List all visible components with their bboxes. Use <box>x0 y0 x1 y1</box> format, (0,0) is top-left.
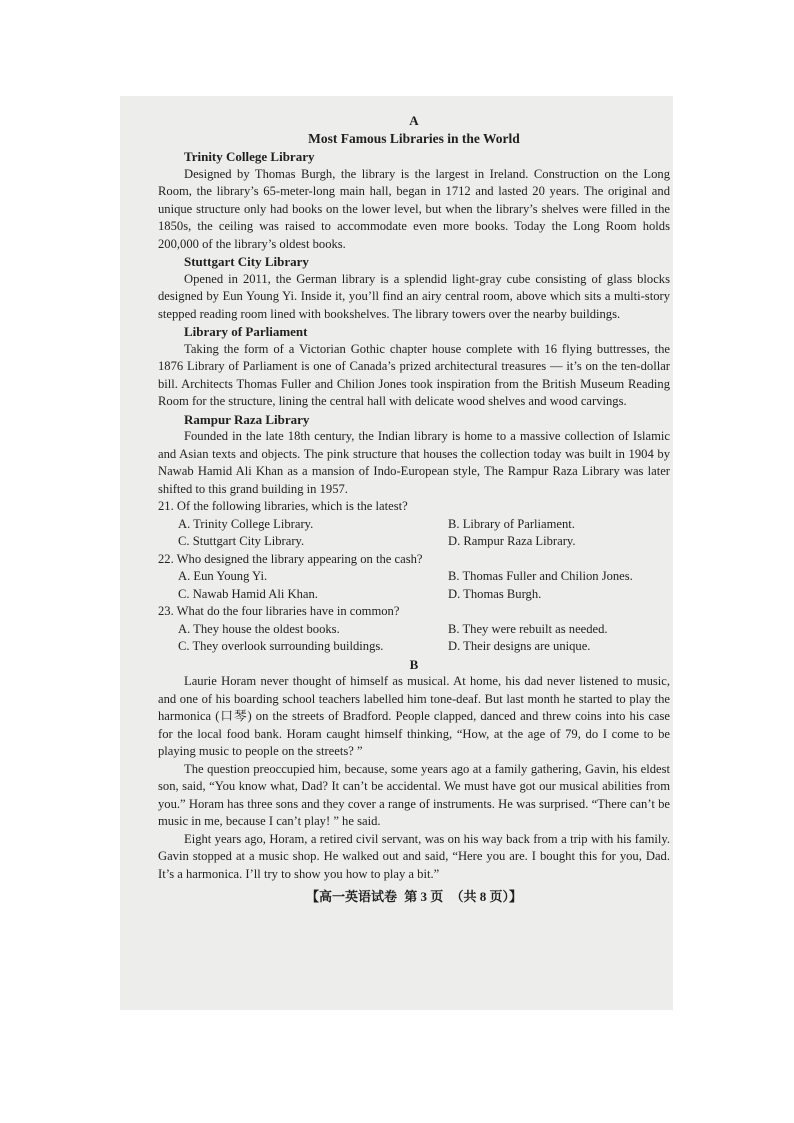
question-23-stem: 23. What do the four libraries have in common? <box>158 604 400 618</box>
library-heading: Trinity College Library <box>184 149 315 164</box>
library-paragraph: Founded in the late 18th century, the Indian library is home to a massive collection of Islamic and Asian texts and objects. The pink structure that houses the collection today was built in 1904 by Nawab Hamid Ali Khan as a mansion of Indo-European style, The Rampur Raza Library was later shifted to this grand building in 1957. <box>158 429 670 496</box>
option-d: D. Their designs are unique. <box>448 639 591 653</box>
option-c: C. Stuttgart City Library. <box>178 534 305 548</box>
question-22-stem: 22. Who designed the library appearing on the cash? <box>158 551 423 566</box>
option-b: B. Thomas Fuller and Chilion Jones. <box>448 569 633 583</box>
option-b: B. Library of Parliament. <box>448 516 575 531</box>
story-paragraph: The question preoccupied him, because, some years ago at a family gathering, Gavin, his eldest son, said, “You know what, Dad? It can’t be accidental. We must have got our musical abilities from you.” Horam has three sons and they cover a range of instruments. He was surprised. “There can’t be music in me, because I can’t play! ” he said. <box>158 761 670 828</box>
footer-page-number: 第 3 页 <box>404 889 444 904</box>
option-a: A. Trinity College Library. <box>178 516 314 531</box>
option-c: C. Nawab Hamid Ali Khan. <box>178 586 318 601</box>
option-a: A. They house the oldest books. <box>178 621 340 636</box>
library-heading: Rampur Raza Library <box>184 411 310 427</box>
question-21-options <box>158 516 670 551</box>
story-paragraph: Eight years ago, Horam, a retired civil servant, was on his way back from a trip with his family. Gavin stopped at a music shop. He walked out and said, “Here you are. I bought this for you, Dad. It’s a harmonica. I’ll try to show you how to play a bit.” <box>158 831 670 881</box>
passage-title: Most Famous Libraries in the World <box>308 130 520 146</box>
question-21-stem: 21. Of the following libraries, which is the latest? <box>158 499 408 513</box>
library-paragraph: Designed by Thomas Burgh, the library is the largest in Ireland. Construction on the Long Room, the library’s 65-meter-long main hall, began in 1712 and lasted 20 years. The original and unique structure only had books on the lower level, but when the library’s shelves were filled in the 1850s, the ceiling was raised to accommodate even more books. Today the Long Room holds 200,000 of the library’s oldest books. <box>158 166 670 251</box>
footer-page-total: （共 8 页）】 <box>450 889 523 904</box>
exam-page <box>158 112 670 906</box>
footer-exam-name: 【高一英语试卷 <box>305 889 397 904</box>
question-22-options <box>158 568 670 603</box>
library-paragraph: Opened in 2011, the German library is a splendid light-gray cube consisting of glass blocks designed by Eun Young Yi. Inside it, you’ll find an airy central room, above which sits a multi-story stepped reading room lined with bookshelves. The library towers over the nearby buildings. <box>158 271 670 321</box>
option-a: A. Eun Young Yi. <box>178 569 268 583</box>
option-c: C. They overlook surrounding buildings. <box>178 639 384 653</box>
option-d: D. Rampur Raza Library. <box>448 534 576 548</box>
library-heading: Library of Parliament <box>184 324 308 339</box>
library-paragraph: Taking the form of a Victorian Gothic chapter house complete with 16 flying buttresses, the 1876 Library of Parliament is one of Canada’s prized architectural treasures — it’s on the ten-dollar bill. Architects Thomas Fuller and Chilion Jones took inspiration from the British Museum Reading Room for the structure, lining the central hall with delicate wood shelves and wood carvings. <box>158 341 670 408</box>
question-23-options <box>158 621 670 656</box>
page-footer <box>158 888 670 906</box>
library-heading: Stuttgart City Library <box>184 254 309 269</box>
story-paragraph: Laurie Horam never thought of himself as musical. At home, his dad never listened to music, and one of his boarding school teachers labelled him tone-deaf. But last month he started to play the harmonica (口琴) on the streets of Bradford. People clapped, danced and threw coins into his case for the local food bank. Horam caught himself thinking, “How, at the age of 79, do I come to be playing music to people on the streets? ” <box>158 674 670 758</box>
option-d: D. Thomas Burgh. <box>448 586 542 601</box>
option-b: B. They were rebuilt as needed. <box>448 621 608 636</box>
section-a-letter: A <box>409 113 419 128</box>
section-b-letter: B <box>409 656 419 672</box>
